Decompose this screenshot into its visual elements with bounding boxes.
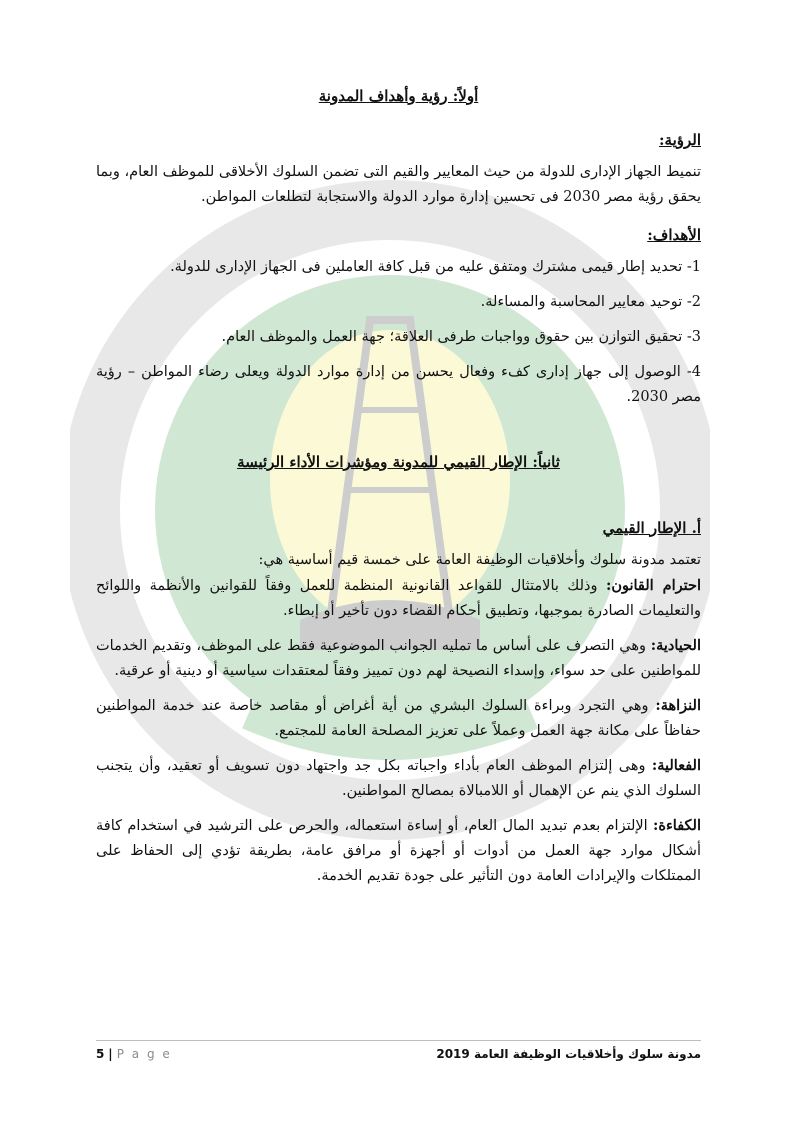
goal-item: 4- الوصول إلى جهاز إدارى كفء وفعال يحسن من إدارة موارد الدولة ويعلى رضاء المواطن – رؤية مصر 2030.: [96, 364, 701, 406]
value-framework-heading: أ. الإطار القيمي: [602, 518, 701, 537]
vision-paragraph: تنميط الجهاز الإدارى للدولة من حيث المعايير والقيم التى تضمن السلوك الأخلاقى للموظف العام، وبما يحقق رؤية مصر 2030 فى تحسين إدارة موارد الدولة والاستجابة لتطلعات المواطن.: [96, 163, 701, 205]
value-paragraph: [96, 814, 701, 889]
value-text: وذلك بالامتثال للقواعد القانونية المنظمة للعمل وفقاً للقوانين والأنظمة واللوائح والتعليمات الصادرة بموجبها، وتطبيق أحكام القضاء دون تأخير أو إبطاء.: [96, 578, 701, 620]
section-title-value-framework: ثانياً: الإطار القيمي للمدونة ومؤشرات الأداء الرئيسة: [237, 452, 560, 471]
goal-item: 1- تحديد إطار قيمى مشترك ومتفق عليه من قبل كافة العاملين فى الجهاز الإدارى للدولة.: [170, 259, 701, 276]
goal-item: 2- توحيد معايير المحاسبة والمساءلة.: [480, 294, 701, 311]
value-term: النزاهة:: [655, 697, 701, 715]
page-number: 5 | P a g e: [96, 1047, 172, 1061]
value-text: وهي التصرف على أساس ما تمليه الجوانب الموضوعية فقط على الموظف، وتقديم الخدمات للمواطنين على حد سواء، وإسداء النصيحة لهم دون تمييز وفقاً لمعتقدات سياسية أو دينية أو عرقية.: [96, 638, 701, 680]
value-paragraph: [96, 634, 701, 684]
value-text: وهى إلتزام الموظف العام بأداء واجباته بكل جد واجتهاد دون تسويف أو تعقيد، وأن يتجنب السلوك الذي ينم عن الإهمال أو اللامبالاة بمصالح المواطنين.: [96, 758, 701, 800]
vision-heading: الرؤية:: [658, 130, 701, 149]
value-term: احترام القانون:: [605, 577, 701, 595]
page-footer: [96, 1040, 701, 1061]
value-paragraph: [96, 694, 701, 744]
footer-doc-title: مدونة سلوك وأخلاقيات الوظيفة العامة 2019: [436, 1047, 701, 1061]
page-number-value: 5: [96, 1047, 105, 1061]
value-text: الإلتزام بعدم تبديد المال العام، أو إساءة استعماله، والحرص على الترشيد في استخدام كافة أشكال موارد جهة العمل من أدوات أو أجهزة أو مرافق عامة، بطريقة تؤدي إلى الحفاظ على الممتلكات والإيرادات العامة دون التأثير على جودة تقديم الخدمة.: [96, 817, 701, 884]
value-paragraph: [96, 574, 701, 624]
page-word: P a g e: [116, 1047, 172, 1061]
section-title-vision-goals: أولاً: رؤية وأهداف المدونة: [318, 87, 479, 105]
value-paragraph: [96, 754, 701, 804]
value-term: الكفاءة:: [653, 816, 702, 834]
value-term: الفعالية:: [651, 757, 702, 775]
document-page: [96, 80, 701, 899]
value-text: وهي التجرد وبراءة السلوك البشري من أية أغراض أو مقاصد خاصة عند خدمة المواطنين حفاظاً على مكانة جهة العمل وعملاً على تعزيز المصلحة العامة للمجتمع.: [96, 698, 701, 740]
values-intro: تعتمد مدونة سلوك وأخلاقيات الوظيفة العامة على خمسة قيم أساسية هي:: [258, 551, 701, 568]
value-term: الحيادية:: [650, 637, 701, 655]
goals-heading: الأهداف:: [647, 226, 701, 245]
goal-item: 3- تحقيق التوازن بين حقوق وواجبات طرفى العلاقة؛ جهة العمل والموظف العام.: [221, 329, 701, 346]
